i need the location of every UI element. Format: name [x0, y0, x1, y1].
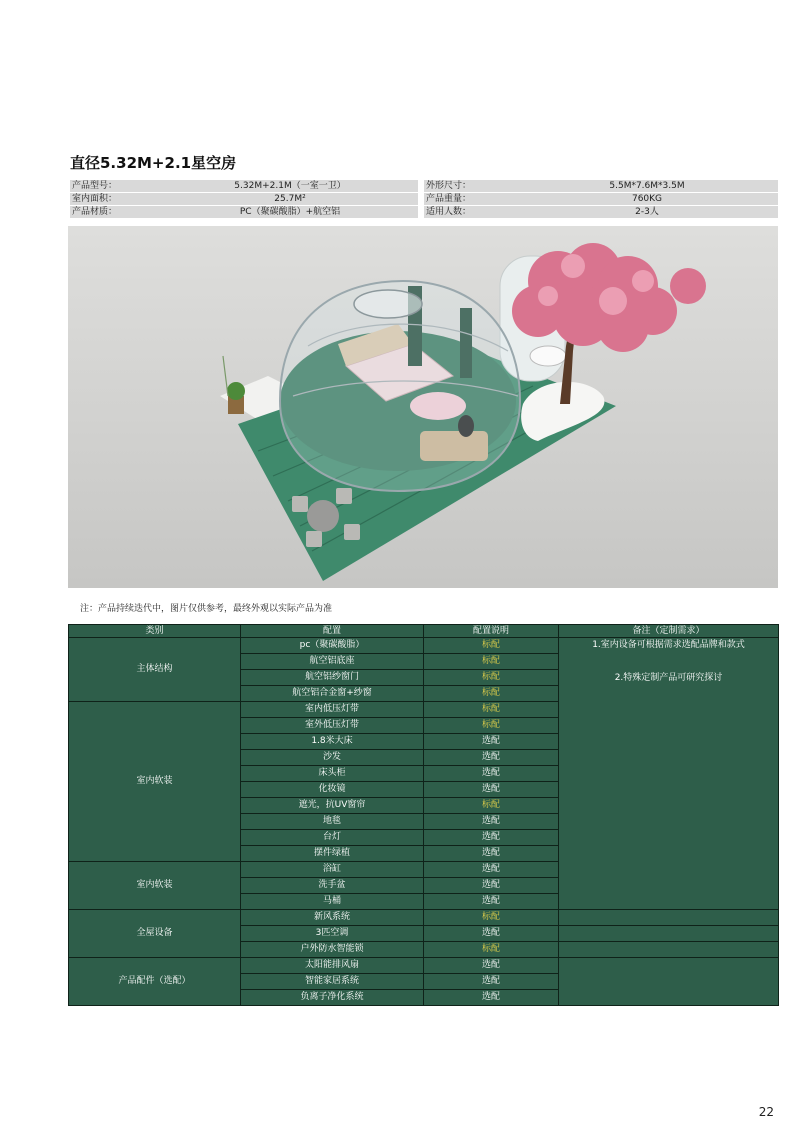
- header-remarks: 备注（定制需求）: [559, 625, 779, 638]
- spec-value-material: PC（聚碳酸脂）+航空铝: [239, 207, 341, 217]
- category-cell: 全屋设备: [69, 910, 241, 958]
- config-cell: 摆件绿植: [241, 846, 424, 862]
- spec-table: [70, 180, 778, 219]
- spec-label-capacity: 适用人数：: [426, 207, 472, 217]
- config-cell: 遮光，抗UV窗帘: [241, 798, 424, 814]
- category-cell: 室内软装: [69, 862, 241, 910]
- status-cell: 选配: [424, 862, 559, 878]
- config-cell: 浴缸: [241, 862, 424, 878]
- table-header-row: [69, 625, 779, 638]
- config-cell: 地毯: [241, 814, 424, 830]
- remarks-empty-cell: [559, 942, 779, 958]
- status-cell: 选配: [424, 894, 559, 910]
- status-cell: 选配: [424, 766, 559, 782]
- status-cell: 标配: [424, 686, 559, 702]
- skylight: [354, 290, 422, 318]
- product-render-image: [68, 226, 778, 588]
- status-cell: 标配: [424, 718, 559, 734]
- status-cell: 选配: [424, 782, 559, 798]
- table-row: [69, 910, 779, 926]
- config-cell: 室内低压灯带: [241, 702, 424, 718]
- status-cell: 选配: [424, 830, 559, 846]
- config-cell: 航空铝底座: [241, 654, 424, 670]
- config-cell: 航空铝合金窗+纱窗: [241, 686, 424, 702]
- status-cell: 标配: [424, 702, 559, 718]
- spec-value-weight: 760KG: [631, 194, 663, 204]
- config-cell: 太阳能排风扇: [241, 958, 424, 974]
- table-row: [69, 958, 779, 974]
- status-cell: 选配: [424, 958, 559, 974]
- config-cell: 负离子净化系统: [241, 990, 424, 1006]
- spec-row: [70, 180, 778, 192]
- config-cell: 化妆镜: [241, 782, 424, 798]
- status-cell: 选配: [424, 926, 559, 942]
- status-cell: 标配: [424, 910, 559, 926]
- status-cell: 标配: [424, 638, 559, 654]
- config-cell: 台灯: [241, 830, 424, 846]
- bathtub: [530, 346, 566, 366]
- category-cell: 室内软装: [69, 702, 241, 862]
- spec-row: [70, 193, 778, 205]
- spec-value-capacity: 2-3人: [635, 207, 659, 217]
- header-config: 配置: [241, 625, 424, 638]
- config-cell: 床头柜: [241, 766, 424, 782]
- config-cell: pc（聚碳酸脂）: [241, 638, 424, 654]
- remarks-empty-cell: [559, 910, 779, 926]
- spec-label-model: 产品型号：: [72, 181, 118, 191]
- disclaimer-note: 注：产品持续迭代中，图片仅供参考，最终外观以实际产品为准: [80, 604, 333, 614]
- remarks-empty-cell: [559, 958, 779, 1006]
- status-cell: 选配: [424, 750, 559, 766]
- status-cell: 选配: [424, 814, 559, 830]
- status-cell: 选配: [424, 734, 559, 750]
- config-cell: 新风系统: [241, 910, 424, 926]
- config-cell: 沙发: [241, 750, 424, 766]
- spec-value-area: 25.7M²: [274, 194, 306, 204]
- status-cell: 标配: [424, 942, 559, 958]
- remark-2: 2.特殊定制产品可研究探讨: [614, 673, 723, 683]
- spec-value-dimensions: 5.5M*7.6M*3.5M: [609, 181, 685, 191]
- page-number: 22: [758, 1105, 774, 1119]
- category-cell: 主体结构: [69, 638, 241, 702]
- spec-label-weight: 产品重量：: [426, 194, 472, 204]
- remarks-empty-cell: [559, 926, 779, 942]
- status-cell: 选配: [424, 990, 559, 1006]
- status-cell: 选配: [424, 974, 559, 990]
- config-cell: 3匹空调: [241, 926, 424, 942]
- header-category: 类别: [69, 625, 241, 638]
- status-cell: 标配: [424, 654, 559, 670]
- remarks-cell: [559, 638, 779, 910]
- spec-label-area: 室内面积：: [72, 194, 118, 204]
- spec-value-model: 5.32M+2.1M（一室一卫）: [234, 181, 346, 191]
- spec-label-dimensions: 外形尺寸：: [426, 181, 472, 191]
- status-cell: 选配: [424, 878, 559, 894]
- header-config-desc: 配置说明: [424, 625, 559, 638]
- spec-row: [70, 206, 778, 218]
- status-cell: 标配: [424, 798, 559, 814]
- dome-house-illustration: [68, 226, 778, 588]
- config-cell: 户外防水智能锁: [241, 942, 424, 958]
- category-cell: 产品配件（选配）: [69, 958, 241, 1006]
- page-title: 直径5.32M+2.1星空房: [70, 154, 237, 172]
- config-cell: 1.8米大床: [241, 734, 424, 750]
- table-row: [69, 638, 779, 654]
- status-cell: 选配: [424, 846, 559, 862]
- outdoor-table: [307, 500, 339, 532]
- configuration-table: [68, 624, 779, 1006]
- remark-1: 1.室内设备可根据需求选配品牌和款式: [592, 640, 745, 650]
- spec-label-material: 产品材质：: [72, 207, 118, 217]
- status-cell: 标配: [424, 670, 559, 686]
- config-cell: 航空铝纱窗门: [241, 670, 424, 686]
- config-cell: 洗手盆: [241, 878, 424, 894]
- config-cell: 马桶: [241, 894, 424, 910]
- potted-plant: [227, 382, 245, 400]
- config-cell: 智能家居系统: [241, 974, 424, 990]
- config-cell: 室外低压灯带: [241, 718, 424, 734]
